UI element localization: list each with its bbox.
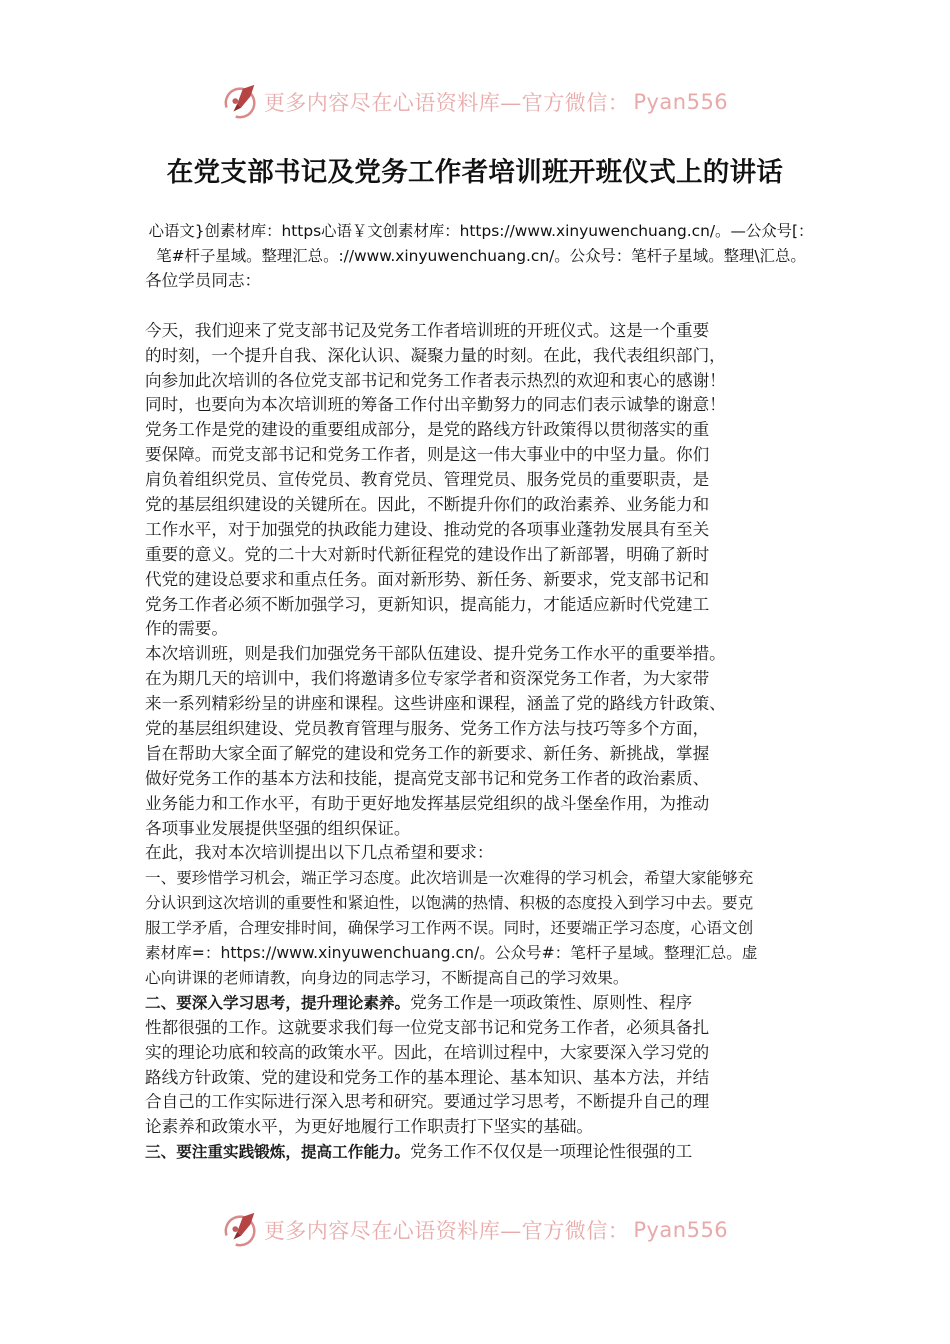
- text-line: 业务能力和工作水平，有助于更好地发挥基层党组织的战斗堡垒作用，为推动: [145, 793, 710, 813]
- requirements-intro: 在此，我对本次培训提出以下几点希望和要求：: [145, 843, 494, 863]
- point-heading: 二、要深入学习思考，提升理论素养。: [145, 993, 411, 1012]
- document-title: 在党支部书记及党务工作者培训班开班仪式上的讲话: [166, 157, 784, 188]
- text-line: 服工学矛盾，合理安排时间，确保学习工作两不误。同时，还要端正学习态度，心语文创: [145, 919, 754, 938]
- text-line: 要保障。而党支部书记和党务工作者，则是这一伟大事业中的中坚力量。你们: [145, 445, 710, 465]
- watermark-wechat-id: Pyan556: [633, 90, 729, 114]
- text-line: 性都很强的工作。这就要求我们每一位党支部书记和党务工作者，必须具备扎: [145, 1017, 710, 1037]
- blank-line: [145, 294, 817, 319]
- point-heading: 三、要注重实践锻炼，提高工作能力。: [145, 1143, 411, 1162]
- text-line: 在为期几天的培训中，我们将邀请多位专家学者和资深党务工作者，为大家带: [145, 669, 710, 689]
- paragraph-1: [145, 319, 817, 643]
- watermark-header: [0, 80, 950, 124]
- text-line: 论素养和政策水平，为更好地履行工作职责打下坚实的基础。: [145, 1117, 594, 1137]
- text-line: 重要的意义。党的二十大对新时代新征程党的建设作出了新部署，明确了新时: [145, 544, 710, 564]
- text-line: 党务工作是党的建设的重要组成部分，是党的路线方针政策得以贯彻落实的重: [145, 420, 710, 440]
- text-line: 向参加此次培训的各位党支部书记和党务工作者表示热烈的欢迎和衷心的感谢！: [145, 370, 726, 390]
- point-1: [145, 866, 817, 990]
- text-line: 党的基层组织建设的关键所在。因此，不断提升你们的政治素养、业务能力和: [145, 495, 710, 515]
- paragraph-2: [145, 642, 817, 841]
- pen-circle-logo-icon: [222, 1211, 260, 1249]
- source-notice: 心语文}创素材库：https心语￥文创素材库：https://www.xinyuwenchuang.cn/。—公众号[：笔#杆子星域。整理汇总。://www.xinyuwenchuang.cn/。公众号：笔杆子星域。整理\汇总。: [148, 222, 814, 265]
- text-line: 素材库=：https://www.xinyuwenchuang.cn/。公众号#：笔杆子星域。整理汇总。虚: [145, 944, 758, 963]
- text-line: 实的理论功底和较高的政策水平。因此，在培训过程中，大家要深入学习党的: [145, 1042, 710, 1062]
- text-line: 分认识到这次培训的重要性和紧迫性，以饱满的热情、积极的态度投入到学习中去。要克: [145, 894, 754, 913]
- text-line: 来一系列精彩纷呈的讲座和课程。这些讲座和课程，涵盖了党的路线方针政策、: [145, 694, 726, 714]
- text-line: 本次培训班，则是我们加强党务干部队伍建设、提升党务工作水平的重要举措。: [145, 644, 726, 664]
- text-line: [145, 991, 817, 1016]
- watermark-text: 更多内容尽在心语资料库—官方微信：: [263, 1219, 630, 1243]
- text-line: 今天，我们迎来了党支部书记及党务工作者培训班的开班仪式。这是一个重要: [145, 320, 710, 340]
- text-line: 做好党务工作的基本方法和技能，提高党支部书记和党务工作者的政治素质、: [145, 768, 710, 788]
- text-line: 工作水平，对于加强党的执政能力建设、推动党的各项事业蓬勃发展具有至关: [145, 519, 710, 539]
- watermark-footer: [0, 1208, 950, 1252]
- point-3: [145, 1140, 817, 1165]
- point-text: 党务工作是一项政策性、原则性、程序: [410, 992, 693, 1012]
- text-line: 同时，也要向为本次培训班的筹备工作付出辛勤努力的同志们表示诚挚的谢意！: [145, 395, 726, 415]
- text-line: 各项事业发展提供坚强的组织保证。: [145, 818, 411, 838]
- text-line: [145, 1140, 817, 1165]
- text-line: 党的基层组织建设、党员教育管理与服务、党务工作方法与技巧等多个方面，: [145, 719, 710, 739]
- document-body: [145, 219, 817, 1165]
- text-line: 旨在帮助大家全面了解党的建设和党务工作的新要求、新任务、新挑战，掌握: [145, 743, 710, 763]
- text-line: 一、要珍惜学习机会，端正学习态度。此次培训是一次难得的学习机会，希望大家能够充: [145, 869, 754, 888]
- watermark-text: 更多内容尽在心语资料库—官方微信：: [263, 91, 630, 115]
- pen-circle-logo-icon: [222, 83, 260, 121]
- watermark-wechat-id: Pyan556: [633, 1218, 729, 1242]
- point-2: [145, 991, 817, 1140]
- text-line: 代党的建设总要求和重点任务。面对新形势、新任务、新要求，党支部书记和: [145, 569, 710, 589]
- text-line: 心向讲课的老师请教，向身边的同志学习，不断提高自己的学习效果。: [145, 968, 629, 987]
- greeting: 各位学员同志：: [145, 271, 262, 290]
- text-line: 作的需要。: [145, 619, 228, 639]
- text-line: 的时刻，一个提升自我、深化认识、凝聚力量的时刻。在此，我代表组织部门，: [145, 345, 726, 365]
- text-line: 路线方针政策、党的建设和党务工作的基本理论、基本知识、基本方法，并结: [145, 1067, 710, 1087]
- text-line: 合自己的工作实际进行深入思考和研究。要通过学习思考，不断提升自己的理: [145, 1092, 710, 1112]
- text-line: 肩负着组织党员、宣传党员、教育党员、管理党员、服务党员的重要职责，是: [145, 470, 710, 490]
- text-line: 党务工作者必须不断加强学习，更新知识，提高能力，才能适应新时代党建工: [145, 594, 710, 614]
- point-text: 党务工作不仅仅是一项理论性很强的工: [410, 1142, 693, 1162]
